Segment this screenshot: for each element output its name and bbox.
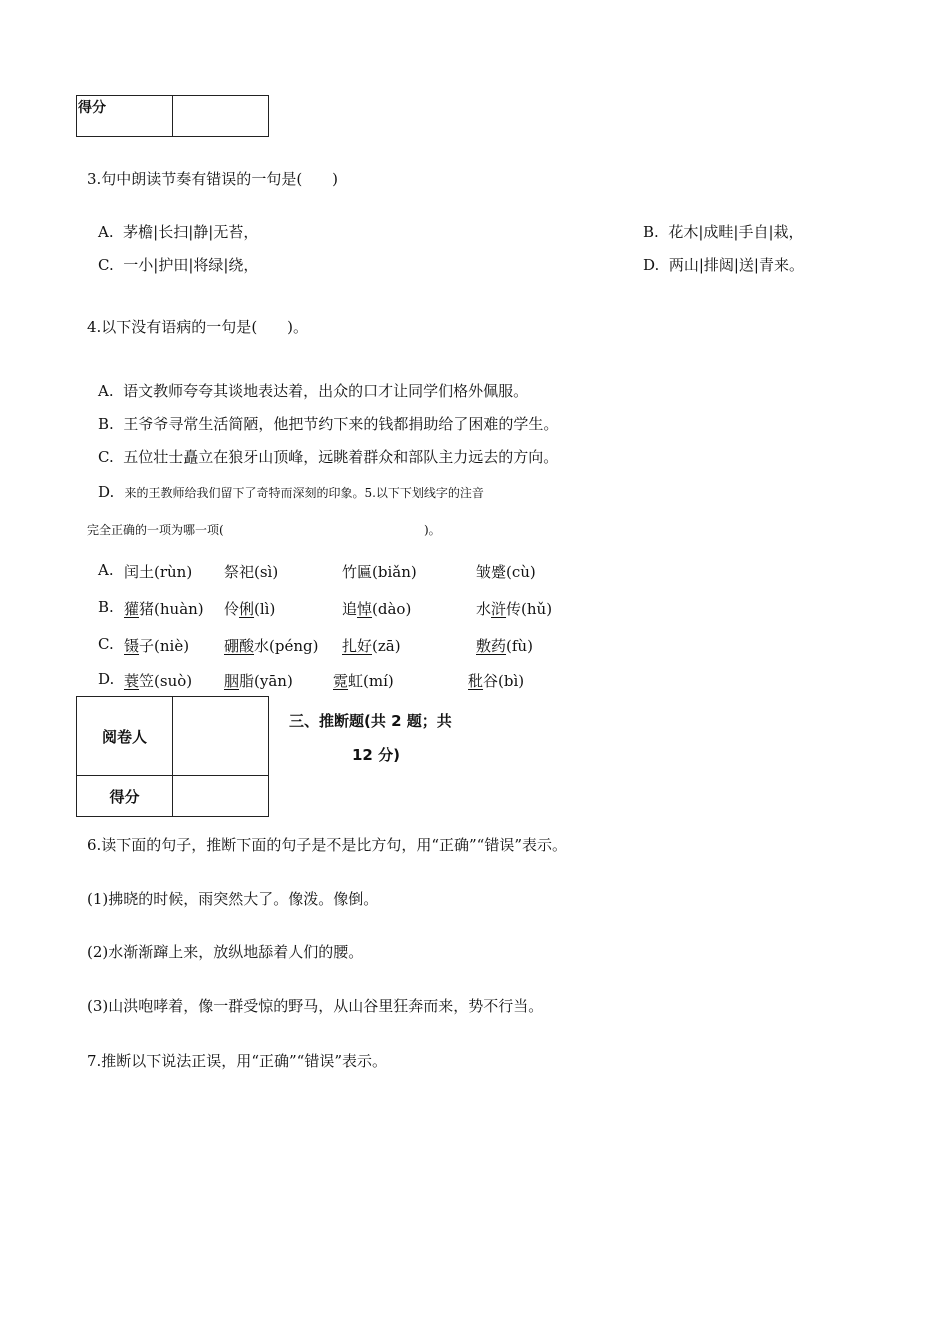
word-part: 传(hǔ) [506,600,553,618]
question-4-stem: 4.以下没有语病的一句是( )。 [87,318,309,336]
q5-option-letter: B. [98,598,114,616]
q5-word [124,670,192,691]
option-letter: C. [98,256,114,274]
option-text: 五位壮士矗立在狼牙山顶峰，远眺着群众和部队主力远去的方向。 [123,448,559,466]
q5-word [342,635,401,656]
option-text: 花木|成畦|手自|栽， [668,223,804,241]
option-text: 来的王教师给我们留下了奇特而深刻的印象。5.以下下划线字的注音 [124,486,484,500]
word-part: 虹(mí) [348,672,394,690]
underlined-char: 蓑 [124,672,140,690]
score-value-cell[interactable] [173,96,269,137]
q4-option-b [98,413,558,434]
underlined-char: 秕 [468,672,484,690]
option-text: 两山|排闼|送|青来。 [668,256,804,274]
q6-item-2: (2)水渐渐蹿上来，放纵地舔着人们的腰。 [87,943,364,961]
option-letter: D. [643,256,660,274]
option-letter: A. [98,223,114,241]
q3-option-c [98,254,258,275]
q5-word [333,670,394,691]
word-part: (lì) [254,600,276,618]
q5-option-letter: C. [98,635,114,653]
word-part: 猪(huàn) [139,600,204,618]
reviewer-label-cell [77,697,173,776]
option-text: 王爷爷寻常生活简陋，他把节约下来的钱都捐助给了困难的学生。 [123,415,559,433]
score-table-mid [76,696,269,817]
q5-word [476,561,536,582]
word-part: 水 [476,600,492,618]
question-6-stem: 6.读下面的句子，推断下面的句子是不是比方句，用“正确”“错误”表示。 [87,836,567,854]
reviewer-label: 阅卷人 [101,727,147,746]
q6-item-3: (3)山洪咆哮着，像一群受惊的野马，从山谷里狂奔而来，势不行当。 [87,997,544,1015]
question-3-stem: 3.句中朗读节奏有错误的一句是( ) [87,170,339,188]
underlined-char: 胭 [224,672,240,690]
q5-word [124,598,204,619]
word-part: 祭祀(sì) [224,563,279,581]
q5-word [124,635,189,656]
word-part: 伶 [224,600,240,618]
q5-word [224,670,293,691]
underlined-char: 霓 [333,672,349,690]
q5-word [224,635,318,656]
q5-word [468,670,524,691]
option-letter: D. [98,483,115,501]
score-label-cell [77,96,173,137]
q5-word [224,561,278,582]
underlined-char: 镊 [124,637,140,655]
q5-option-letter: D. [98,670,115,688]
option-letter: B. [643,223,659,241]
q5-option-letter: A. [98,561,114,579]
q5-word [224,598,275,619]
underlined-char: 敷药 [476,637,507,655]
word-part: 谷(bì) [483,672,525,690]
underlined-char: 獾 [124,600,140,618]
q3-option-a [98,221,258,242]
word-part: (dào) [372,600,412,618]
score-label-cell [77,776,173,817]
word-part: 水(péng) [254,637,319,655]
word-part: 竹匾(biǎn) [342,563,417,581]
option-letter: B. [98,415,114,433]
score-label: 得分 [78,100,106,116]
word-part: (fù) [506,637,533,655]
word-part: 追 [342,600,358,618]
q5-word [476,635,533,656]
word-part: 闰土(rùn) [124,563,193,581]
word-part: 笠(suò) [139,672,193,690]
option-text: 一小|护田|将绿|绕， [123,256,259,274]
question-5-stem-right: )。 [424,523,441,537]
question-7-stem: 7.推断以下说法正误，用“正确”“错误”表示。 [87,1052,387,1070]
score-value-cell[interactable] [173,776,269,817]
q5-word [124,561,192,582]
q4-option-d [98,482,484,501]
word-part: 脂(yān) [239,672,293,690]
underlined-char: 俐 [239,600,255,618]
word-part: 子(niè) [139,637,190,655]
question-5-stem-left: 完全正确的一项为哪一项( [87,523,224,537]
underlined-char: 浒 [491,600,507,618]
section-3-title-line1: 三、推断题(共 2 题；共 [289,712,452,730]
score-label: 得分 [109,787,140,806]
underlined-char: 硼酸 [224,637,255,655]
option-letter: A. [98,382,114,400]
q5-word [342,598,411,619]
underlined-char: 扎好 [342,637,373,655]
q5-word [342,561,417,582]
option-text: 茅檐|长扫|静|无苔， [123,223,259,241]
q4-option-a [98,380,528,401]
section-3-title-line2: 12 分) [352,746,400,764]
underlined-char: 悼 [357,600,373,618]
score-table-top [76,95,269,137]
option-text: 语文教师夸夸其谈地表达着，出众的口才让同学们格外佩服。 [123,382,529,400]
reviewer-value-cell[interactable] [173,697,269,776]
q3-option-b [643,221,804,242]
q3-option-d [643,254,804,275]
q5-word [476,598,552,619]
option-letter: C. [98,448,114,466]
q6-item-1: (1)拂晓的时候，雨突然大了。像泼。像倒。 [87,890,379,908]
word-part: (zā) [372,637,401,655]
q4-option-c [98,446,558,467]
word-part: 皱蹙(cù) [476,563,536,581]
